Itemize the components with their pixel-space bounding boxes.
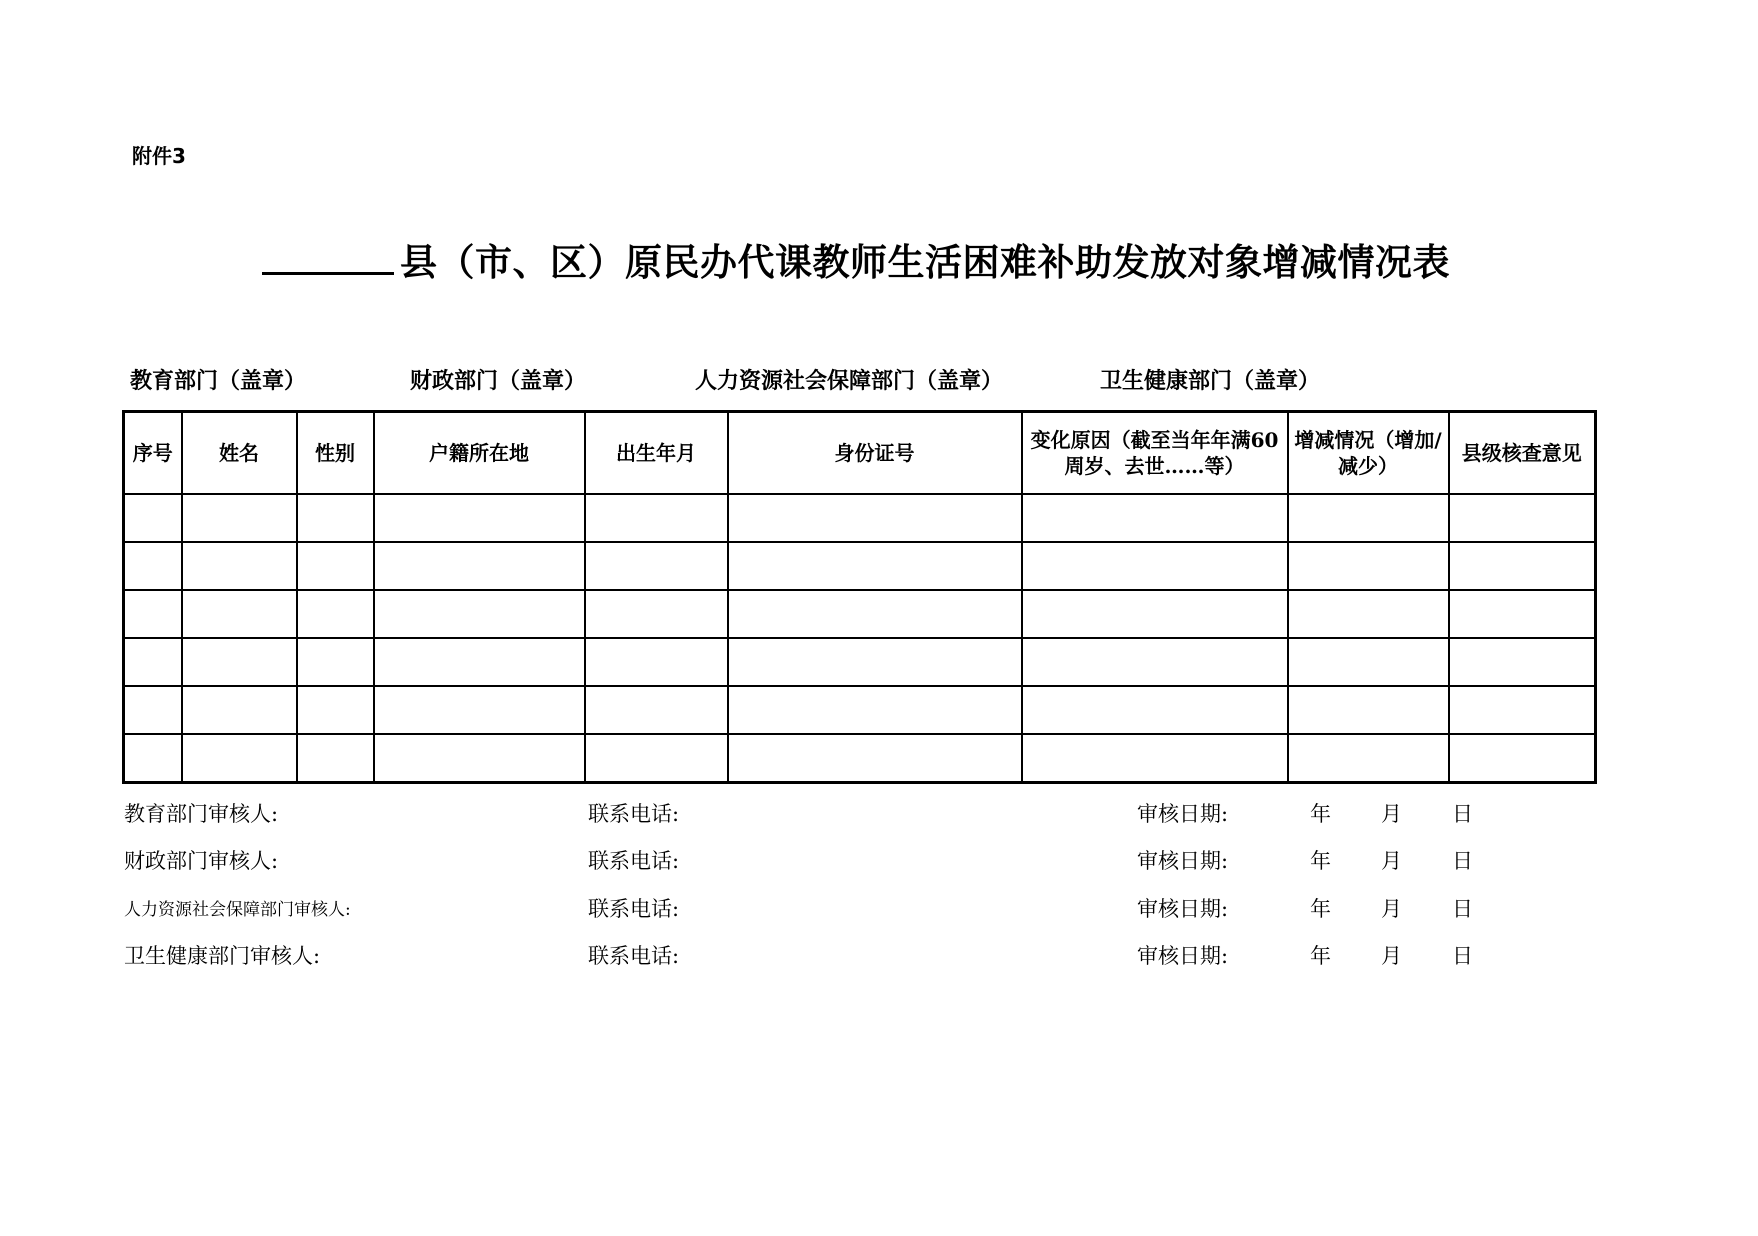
day-label: 日 [1452,802,1473,826]
table-cell[interactable] [374,734,585,783]
phone-label: 联系电话: [588,944,680,968]
review-date-label: 审核日期: [1137,897,1229,921]
table-cell[interactable] [124,542,182,590]
table-cell[interactable] [1288,734,1449,783]
year-label: 年 [1310,897,1331,921]
table-row [124,734,1596,783]
table-row [124,542,1596,590]
table-cell[interactable] [124,734,182,783]
table-cell[interactable] [1022,734,1288,783]
footer-row-human-resources [0,893,1758,923]
table-cell[interactable] [374,542,585,590]
table-cell[interactable] [297,590,374,638]
table-cell[interactable] [124,590,182,638]
table-cell[interactable] [182,542,297,590]
day-label: 日 [1452,849,1473,873]
footer-row-finance [0,845,1758,875]
table-cell[interactable] [728,542,1022,590]
col-header-county-review: 县级核查意见 [1449,412,1596,495]
col-header-birth-month: 出生年月 [585,412,728,495]
phone-label: 联系电话: [588,849,680,873]
table-cell[interactable] [374,686,585,734]
table-cell[interactable] [585,542,728,590]
page-title [262,232,1450,286]
table-cell[interactable] [297,494,374,542]
table-row [124,686,1596,734]
table-cell[interactable] [1288,686,1449,734]
table-row [124,494,1596,542]
table-cell[interactable] [182,638,297,686]
col-header-change-type: 增减情况（增加/减少） [1288,412,1449,495]
review-date-label: 审核日期: [1137,849,1229,873]
table-cell[interactable] [124,686,182,734]
col-header-index: 序号 [124,412,182,495]
table-cell[interactable] [585,638,728,686]
attachment-label: 附件3 [132,144,186,168]
seal-human-resources: 人力资源社会保障部门（盖章） [695,368,1004,394]
county-name-blank [262,242,394,275]
table-cell[interactable] [124,494,182,542]
table-cell[interactable] [728,734,1022,783]
review-date-label: 审核日期: [1137,944,1229,968]
footer-row-health [0,940,1758,970]
table-cell[interactable] [728,590,1022,638]
table-row [124,638,1596,686]
table-cell[interactable] [374,494,585,542]
day-label: 日 [1452,944,1473,968]
table-cell[interactable] [182,494,297,542]
col-header-change-reason: 变化原因（截至当年年满60周岁、去世……等） [1022,412,1288,495]
reviewer-label: 财政部门审核人: [124,849,279,873]
table-cell[interactable] [1288,494,1449,542]
table-row [124,590,1596,638]
phone-label: 联系电话: [588,897,680,921]
month-label: 月 [1381,802,1402,826]
page-title-text: 县（市、区）原民办代课教师生活困难补助发放对象增减情况表 [400,240,1450,284]
table-cell[interactable] [1022,686,1288,734]
table-cell[interactable] [1022,638,1288,686]
table-cell[interactable] [297,734,374,783]
table-cell[interactable] [585,590,728,638]
footer-row-education [0,798,1758,828]
table-cell[interactable] [182,686,297,734]
seal-education: 教育部门（盖章） [130,368,307,394]
day-label: 日 [1452,897,1473,921]
table-cell[interactable] [297,542,374,590]
reviewer-label: 人力资源社会保障部门审核人: [124,900,351,920]
year-label: 年 [1310,802,1331,826]
table-cell[interactable] [585,686,728,734]
review-date-label: 审核日期: [1137,802,1229,826]
month-label: 月 [1381,944,1402,968]
table-cell[interactable] [1449,590,1596,638]
table-cell[interactable] [1449,638,1596,686]
table-cell[interactable] [124,638,182,686]
col-header-gender: 性别 [297,412,374,495]
table-cell[interactable] [1449,686,1596,734]
table-cell[interactable] [1288,638,1449,686]
month-label: 月 [1381,897,1402,921]
table-cell[interactable] [297,638,374,686]
col-header-household-location: 户籍所在地 [374,412,585,495]
year-label: 年 [1310,944,1331,968]
table-cell[interactable] [1288,590,1449,638]
reviewer-label: 卫生健康部门审核人: [124,944,321,968]
table-cell[interactable] [1288,542,1449,590]
table-cell[interactable] [182,590,297,638]
reviewer-label: 教育部门审核人: [124,802,279,826]
phone-label: 联系电话: [588,802,680,826]
table-cell[interactable] [1449,542,1596,590]
table-cell[interactable] [374,590,585,638]
table-cell[interactable] [1022,590,1288,638]
table-cell[interactable] [297,686,374,734]
month-label: 月 [1381,849,1402,873]
table-cell[interactable] [585,734,728,783]
year-label: 年 [1310,849,1331,873]
table-header-row [124,412,1596,495]
col-header-name: 姓名 [182,412,297,495]
table-cell[interactable] [1449,734,1596,783]
seal-finance: 财政部门（盖章） [410,368,587,394]
table-cell[interactable] [182,734,297,783]
table-cell[interactable] [585,494,728,542]
table-cell[interactable] [728,686,1022,734]
seal-health: 卫生健康部门（盖章） [1100,368,1321,394]
subsidy-change-table [122,410,1597,784]
table-cell[interactable] [728,638,1022,686]
col-header-id-number: 身份证号 [728,412,1022,495]
table-cell[interactable] [1449,494,1596,542]
table-cell[interactable] [374,638,585,686]
table-cell[interactable] [1022,494,1288,542]
table-cell[interactable] [1022,542,1288,590]
table-cell[interactable] [728,494,1022,542]
